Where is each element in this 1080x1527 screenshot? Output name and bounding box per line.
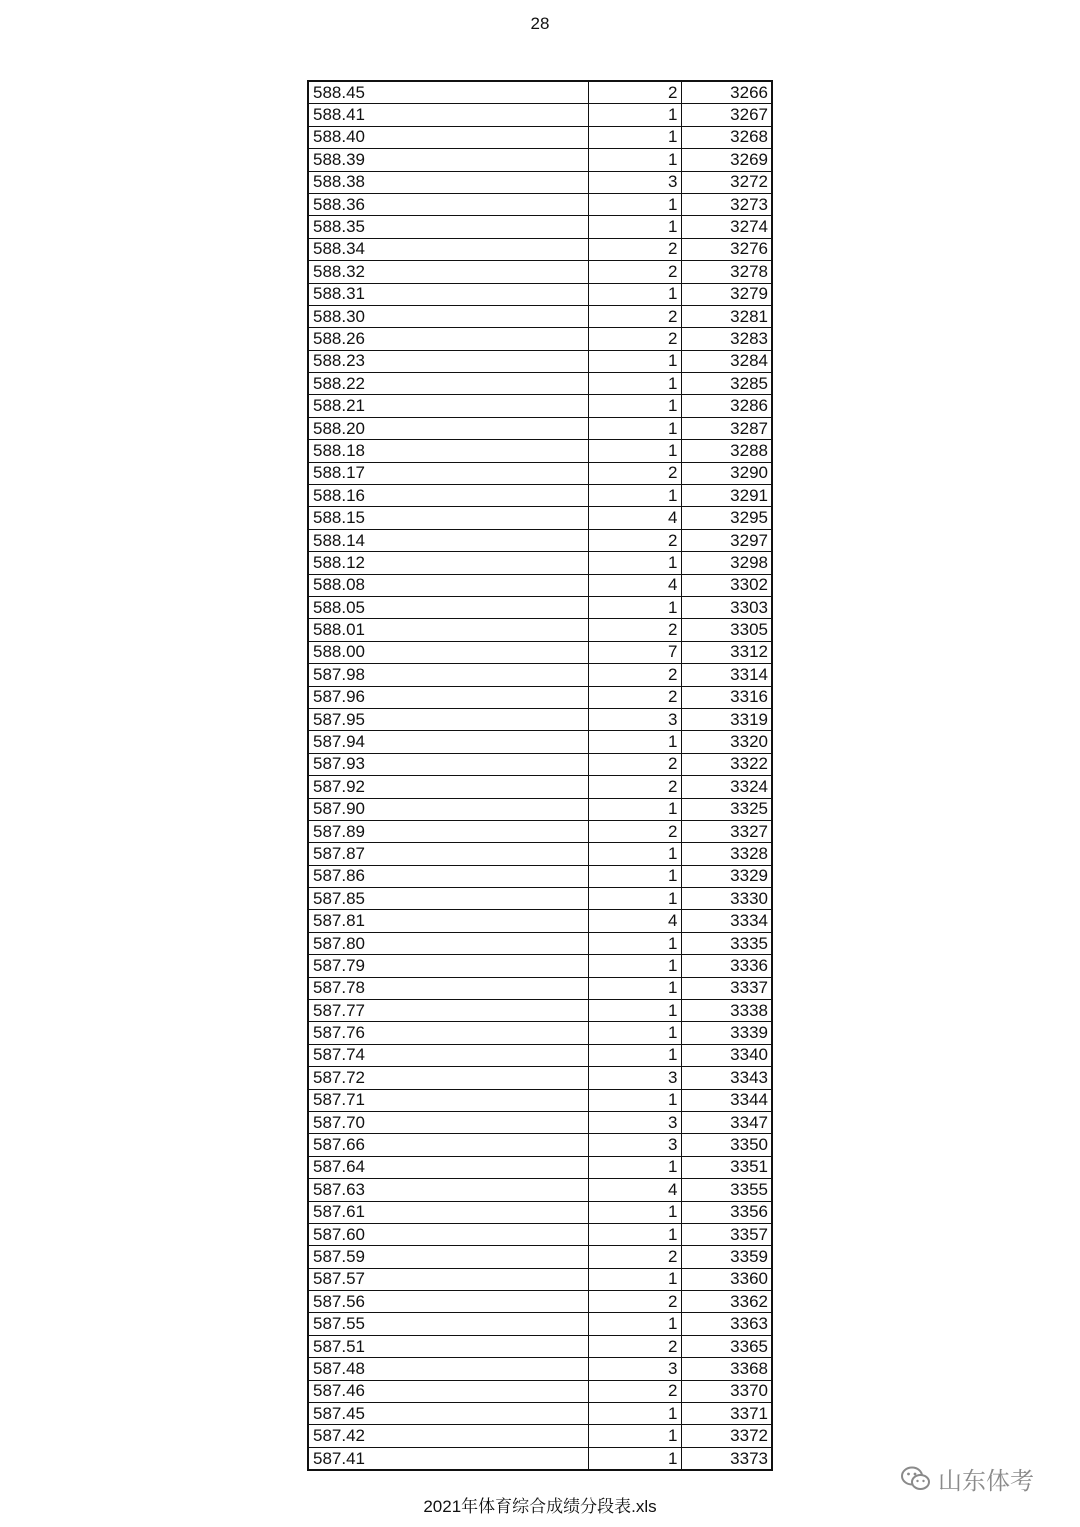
cumulative-cell: 3305 [681, 619, 772, 641]
cumulative-cell: 3290 [681, 462, 772, 484]
table-row [308, 731, 772, 753]
score-cell: 587.41 [308, 1447, 588, 1470]
cumulative-cell: 3268 [681, 126, 772, 148]
count-cell: 1 [588, 1223, 681, 1245]
count-cell: 4 [588, 910, 681, 932]
cumulative-cell: 3362 [681, 1291, 772, 1313]
count-cell: 2 [588, 664, 681, 686]
score-distribution-table [307, 80, 773, 1471]
table-row [308, 641, 772, 663]
score-cell: 587.61 [308, 1201, 588, 1223]
cumulative-cell: 3357 [681, 1223, 772, 1245]
score-cell: 587.80 [308, 932, 588, 954]
count-cell: 1 [588, 373, 681, 395]
score-cell: 587.98 [308, 664, 588, 686]
table-row [308, 619, 772, 641]
table-row [308, 1403, 772, 1425]
table-row [308, 1044, 772, 1066]
cumulative-cell: 3312 [681, 641, 772, 663]
table-row [308, 977, 772, 999]
count-cell: 1 [588, 731, 681, 753]
cumulative-cell: 3314 [681, 664, 772, 686]
cumulative-cell: 3283 [681, 328, 772, 350]
score-cell: 588.15 [308, 507, 588, 529]
count-cell: 4 [588, 574, 681, 596]
score-cell: 588.45 [308, 81, 588, 104]
cumulative-cell: 3322 [681, 753, 772, 775]
count-cell: 3 [588, 1134, 681, 1156]
count-cell: 2 [588, 820, 681, 842]
count-cell: 2 [588, 619, 681, 641]
cumulative-cell: 3351 [681, 1156, 772, 1178]
count-cell: 1 [588, 1022, 681, 1044]
cumulative-cell: 3330 [681, 888, 772, 910]
score-cell: 587.89 [308, 820, 588, 842]
table-row [308, 1268, 772, 1290]
score-cell: 587.51 [308, 1335, 588, 1357]
score-cell: 588.35 [308, 216, 588, 238]
table-row [308, 1380, 772, 1402]
cumulative-cell: 3359 [681, 1246, 772, 1268]
score-cell: 588.22 [308, 373, 588, 395]
count-cell: 1 [588, 149, 681, 171]
count-cell: 3 [588, 171, 681, 193]
table-row [308, 1313, 772, 1335]
count-cell: 3 [588, 1358, 681, 1380]
table-row [308, 1335, 772, 1357]
table-row [308, 81, 772, 104]
count-cell: 1 [588, 1000, 681, 1022]
table-row [308, 104, 772, 126]
table-row [308, 1134, 772, 1156]
cumulative-cell: 3363 [681, 1313, 772, 1335]
score-cell: 588.21 [308, 395, 588, 417]
count-cell: 2 [588, 686, 681, 708]
score-cell: 587.96 [308, 686, 588, 708]
cumulative-cell: 3368 [681, 1358, 772, 1380]
table-row [308, 708, 772, 730]
table-row [308, 955, 772, 977]
cumulative-cell: 3356 [681, 1201, 772, 1223]
cumulative-cell: 3267 [681, 104, 772, 126]
count-cell: 4 [588, 1179, 681, 1201]
table-row [308, 328, 772, 350]
score-cell: 587.94 [308, 731, 588, 753]
count-cell: 1 [588, 888, 681, 910]
table-row [308, 888, 772, 910]
count-cell: 1 [588, 977, 681, 999]
count-cell: 1 [588, 126, 681, 148]
table-row [308, 1179, 772, 1201]
score-cell: 587.78 [308, 977, 588, 999]
cumulative-cell: 3325 [681, 798, 772, 820]
cumulative-cell: 3337 [681, 977, 772, 999]
count-cell: 1 [588, 798, 681, 820]
count-cell: 1 [588, 1425, 681, 1447]
cumulative-cell: 3372 [681, 1425, 772, 1447]
count-cell: 3 [588, 708, 681, 730]
count-cell: 1 [588, 417, 681, 439]
cumulative-cell: 3316 [681, 686, 772, 708]
score-cell: 587.56 [308, 1291, 588, 1313]
score-cell: 588.05 [308, 596, 588, 618]
score-cell: 588.40 [308, 126, 588, 148]
score-cell: 587.48 [308, 1358, 588, 1380]
count-cell: 1 [588, 350, 681, 372]
table-row [308, 865, 772, 887]
count-cell: 1 [588, 1089, 681, 1111]
score-cell: 588.20 [308, 417, 588, 439]
table-row [308, 171, 772, 193]
score-cell: 588.14 [308, 529, 588, 551]
cumulative-cell: 3347 [681, 1111, 772, 1133]
table-row [308, 910, 772, 932]
score-cell: 587.71 [308, 1089, 588, 1111]
cumulative-cell: 3274 [681, 216, 772, 238]
count-cell: 1 [588, 1156, 681, 1178]
cumulative-cell: 3336 [681, 955, 772, 977]
count-cell: 1 [588, 1403, 681, 1425]
count-cell: 1 [588, 955, 681, 977]
table-row [308, 261, 772, 283]
cumulative-cell: 3285 [681, 373, 772, 395]
footer-file-title: 2021年体育综合成绩分段表.xls [423, 1497, 657, 1516]
score-cell: 587.85 [308, 888, 588, 910]
cumulative-cell: 3288 [681, 440, 772, 462]
score-cell: 587.63 [308, 1179, 588, 1201]
table-row [308, 305, 772, 327]
count-cell: 1 [588, 283, 681, 305]
table-row [308, 843, 772, 865]
table-row [308, 596, 772, 618]
cumulative-cell: 3287 [681, 417, 772, 439]
score-cell: 588.30 [308, 305, 588, 327]
score-cell: 588.12 [308, 552, 588, 574]
score-cell: 587.95 [308, 708, 588, 730]
score-cell: 587.90 [308, 798, 588, 820]
cumulative-cell: 3335 [681, 932, 772, 954]
score-cell: 588.18 [308, 440, 588, 462]
table-row [308, 820, 772, 842]
table-row [308, 574, 772, 596]
count-cell: 1 [588, 843, 681, 865]
watermark [900, 1461, 1034, 1496]
table-row [308, 1223, 772, 1245]
table-row [308, 1067, 772, 1089]
count-cell: 3 [588, 1111, 681, 1133]
count-cell: 1 [588, 440, 681, 462]
table-row [308, 462, 772, 484]
count-cell: 2 [588, 1380, 681, 1402]
cumulative-cell: 3291 [681, 485, 772, 507]
score-cell: 588.31 [308, 283, 588, 305]
score-cell: 588.36 [308, 193, 588, 215]
table-row [308, 1246, 772, 1268]
score-cell: 588.01 [308, 619, 588, 641]
table-row [308, 1447, 772, 1470]
count-cell: 4 [588, 507, 681, 529]
score-cell: 588.39 [308, 149, 588, 171]
score-cell: 588.08 [308, 574, 588, 596]
cumulative-cell: 3303 [681, 596, 772, 618]
table-row [308, 1000, 772, 1022]
table-row [308, 552, 772, 574]
table-row [308, 149, 772, 171]
cumulative-cell: 3365 [681, 1335, 772, 1357]
count-cell: 1 [588, 1447, 681, 1470]
score-cell: 587.64 [308, 1156, 588, 1178]
score-cell: 587.93 [308, 753, 588, 775]
count-cell: 2 [588, 238, 681, 260]
table-row [308, 193, 772, 215]
count-cell: 1 [588, 865, 681, 887]
table-row [308, 1156, 772, 1178]
score-cell: 587.57 [308, 1268, 588, 1290]
cumulative-cell: 3266 [681, 81, 772, 104]
table-row [308, 664, 772, 686]
table-row [308, 776, 772, 798]
count-cell: 1 [588, 932, 681, 954]
cumulative-cell: 3324 [681, 776, 772, 798]
table-row [308, 1358, 772, 1380]
score-cell: 587.92 [308, 776, 588, 798]
cumulative-cell: 3328 [681, 843, 772, 865]
score-cell: 587.42 [308, 1425, 588, 1447]
table-row [308, 1111, 772, 1133]
table-row [308, 373, 772, 395]
count-cell: 2 [588, 753, 681, 775]
score-cell: 588.38 [308, 171, 588, 193]
cumulative-cell: 3338 [681, 1000, 772, 1022]
count-cell: 2 [588, 462, 681, 484]
score-cell: 588.00 [308, 641, 588, 663]
count-cell: 1 [588, 1268, 681, 1290]
count-cell: 2 [588, 81, 681, 104]
cumulative-cell: 3343 [681, 1067, 772, 1089]
table-row [308, 417, 772, 439]
table-row [308, 1022, 772, 1044]
table-row [308, 440, 772, 462]
count-cell: 1 [588, 1201, 681, 1223]
cumulative-cell: 3276 [681, 238, 772, 260]
table-row [308, 216, 772, 238]
watermark-text: 山东体考 [938, 1468, 1034, 1495]
score-cell: 587.81 [308, 910, 588, 932]
cumulative-cell: 3319 [681, 708, 772, 730]
cumulative-cell: 3269 [681, 149, 772, 171]
cumulative-cell: 3284 [681, 350, 772, 372]
cumulative-cell: 3329 [681, 865, 772, 887]
score-cell: 588.17 [308, 462, 588, 484]
count-cell: 7 [588, 641, 681, 663]
cumulative-cell: 3272 [681, 171, 772, 193]
page-number: 28 [530, 14, 550, 33]
count-cell: 1 [588, 485, 681, 507]
score-cell: 588.34 [308, 238, 588, 260]
cumulative-cell: 3371 [681, 1403, 772, 1425]
table-row [308, 1089, 772, 1111]
cumulative-cell: 3327 [681, 820, 772, 842]
score-cell: 587.59 [308, 1246, 588, 1268]
cumulative-cell: 3297 [681, 529, 772, 551]
cumulative-cell: 3302 [681, 574, 772, 596]
cumulative-cell: 3279 [681, 283, 772, 305]
count-cell: 2 [588, 328, 681, 350]
table-row [308, 686, 772, 708]
count-cell: 2 [588, 261, 681, 283]
score-cell: 587.79 [308, 955, 588, 977]
table-row [308, 798, 772, 820]
count-cell: 1 [588, 596, 681, 618]
score-cell: 588.23 [308, 350, 588, 372]
score-cell: 587.74 [308, 1044, 588, 1066]
table-row [308, 1201, 772, 1223]
cumulative-cell: 3320 [681, 731, 772, 753]
table-row [308, 238, 772, 260]
table-row [308, 395, 772, 417]
table-row [308, 283, 772, 305]
score-cell: 587.70 [308, 1111, 588, 1133]
count-cell: 2 [588, 305, 681, 327]
cumulative-cell: 3286 [681, 395, 772, 417]
count-cell: 1 [588, 395, 681, 417]
cumulative-cell: 3273 [681, 193, 772, 215]
count-cell: 1 [588, 193, 681, 215]
cumulative-cell: 3278 [681, 261, 772, 283]
table-row [308, 1291, 772, 1313]
wechat-icon [900, 1465, 932, 1493]
score-cell: 588.26 [308, 328, 588, 350]
count-cell: 3 [588, 1067, 681, 1089]
score-cell: 587.46 [308, 1380, 588, 1402]
table-row [308, 1425, 772, 1447]
count-cell: 1 [588, 552, 681, 574]
score-cell: 587.72 [308, 1067, 588, 1089]
cumulative-cell: 3340 [681, 1044, 772, 1066]
cumulative-cell: 3355 [681, 1179, 772, 1201]
count-cell: 1 [588, 216, 681, 238]
count-cell: 2 [588, 1291, 681, 1313]
cumulative-cell: 3344 [681, 1089, 772, 1111]
score-cell: 587.87 [308, 843, 588, 865]
score-cell: 588.41 [308, 104, 588, 126]
count-cell: 1 [588, 1044, 681, 1066]
score-cell: 587.86 [308, 865, 588, 887]
count-cell: 2 [588, 1246, 681, 1268]
cumulative-cell: 3298 [681, 552, 772, 574]
count-cell: 2 [588, 1335, 681, 1357]
table-row [308, 485, 772, 507]
score-cell: 587.76 [308, 1022, 588, 1044]
table-body [308, 81, 772, 1470]
table-row [308, 753, 772, 775]
count-cell: 1 [588, 1313, 681, 1335]
cumulative-cell: 3370 [681, 1380, 772, 1402]
score-cell: 587.60 [308, 1223, 588, 1245]
table-row [308, 350, 772, 372]
cumulative-cell: 3281 [681, 305, 772, 327]
score-cell: 587.45 [308, 1403, 588, 1425]
cumulative-cell: 3350 [681, 1134, 772, 1156]
score-cell: 588.32 [308, 261, 588, 283]
score-cell: 587.66 [308, 1134, 588, 1156]
table-row [308, 126, 772, 148]
cumulative-cell: 3339 [681, 1022, 772, 1044]
cumulative-cell: 3373 [681, 1447, 772, 1470]
count-cell: 2 [588, 529, 681, 551]
cumulative-cell: 3360 [681, 1268, 772, 1290]
score-cell: 587.77 [308, 1000, 588, 1022]
count-cell: 2 [588, 776, 681, 798]
table-row [308, 507, 772, 529]
cumulative-cell: 3334 [681, 910, 772, 932]
score-cell: 587.55 [308, 1313, 588, 1335]
count-cell: 1 [588, 104, 681, 126]
table-row [308, 529, 772, 551]
cumulative-cell: 3295 [681, 507, 772, 529]
table-row [308, 932, 772, 954]
score-cell: 588.16 [308, 485, 588, 507]
